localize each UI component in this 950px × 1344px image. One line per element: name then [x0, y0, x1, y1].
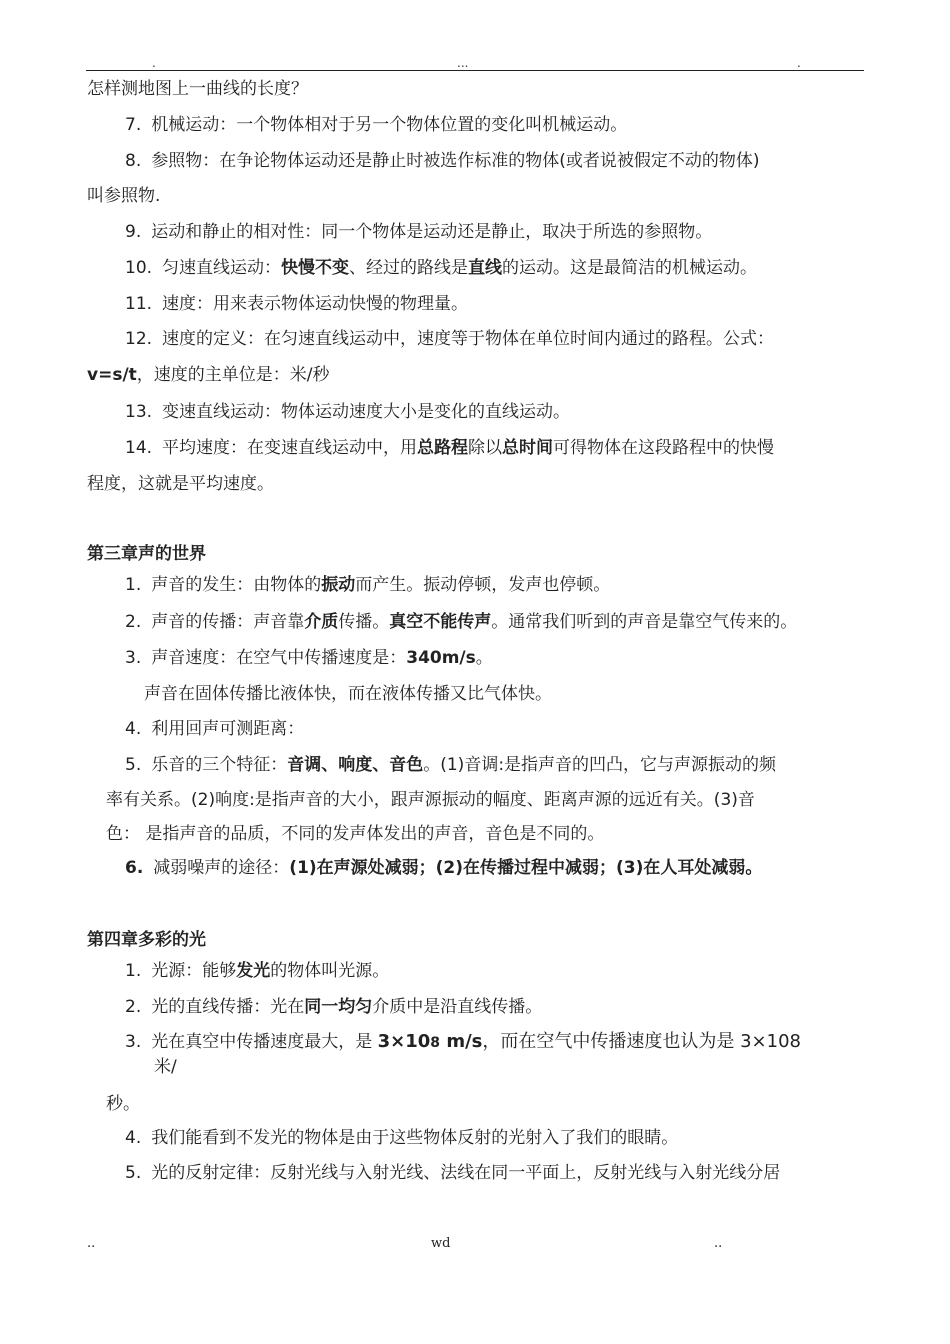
item-text: 参照物：在争论物体运动还是静止时被选作标准的物体(或者说被假定不动的物体) [151, 151, 760, 171]
item-bold-text: 振动 [321, 575, 356, 595]
item-continuation: 秒。 [106, 1094, 140, 1114]
item-number: 13. [125, 402, 153, 422]
footer-left-mark: .. [87, 1236, 96, 1251]
item-bold-text: 介质 [304, 612, 339, 632]
light-speed-value: 3×10 [377, 1031, 431, 1052]
item-text: 的物体叫光源。 [270, 961, 390, 981]
list-item [125, 400, 570, 424]
item-continuation: 程度，这就是平均速度。 [87, 474, 274, 494]
item-text: ，速度的主单位是：米/秒 [136, 365, 330, 385]
item-text: 可得物体在这段路程中的快慢 [553, 438, 775, 458]
item-number: 1. [125, 575, 142, 595]
header-left-mark: . [152, 56, 156, 70]
item-number: 9. [125, 222, 142, 242]
item-number: 4. [125, 719, 142, 739]
item-text: 。通常我们听到的声音是靠空气传来的。 [491, 612, 798, 632]
list-item [125, 149, 760, 173]
item-text: 。 [475, 648, 493, 668]
list-item [125, 610, 797, 634]
sound-speed-value: 340m/s [406, 648, 476, 668]
intro-question: 怎样测地图上一曲线的长度？ [87, 79, 308, 99]
item-text: 机械运动：一个物体相对于另一个物体位置的变化叫机械运动。 [151, 115, 628, 135]
item-text: 。(1)音调:是指声音的凹凸，它与声源振动的频 [423, 755, 777, 775]
header-center-mark: ... [457, 56, 469, 70]
light-speed-exponent: 8 [430, 1035, 441, 1051]
item-bold-text: (1)在声源处减弱；(2)在传播过程中减弱；(3)在人耳处减弱。 [289, 858, 763, 878]
item-text: 除以 [468, 438, 503, 458]
footer-page-label: wd [431, 1236, 451, 1251]
item-text: 速度：用来表示物体运动快慢的物理量。 [162, 294, 469, 314]
list-item [125, 753, 776, 777]
item-text: 声音的发生：由物体的 [151, 575, 322, 595]
item-continuation: 叫参照物. [87, 186, 161, 206]
item-text: 减弱噪声的途径： [153, 858, 290, 878]
item-number: 3. [125, 648, 142, 668]
item-bold-text: 真空不能传声 [389, 612, 492, 632]
item-text: 变速直线运动：物体运动速度大小是变化的直线运动。 [162, 402, 571, 422]
list-item [125, 113, 627, 137]
item-number: 6. [125, 858, 144, 878]
item-continuation [87, 363, 330, 387]
list-item [125, 1126, 678, 1150]
list-item [125, 1030, 801, 1055]
item-text: ，而在空气中传播速度也认为是 3×108 [482, 1031, 801, 1052]
item-text: 光在真空中传播速度最大，是 [151, 1032, 378, 1052]
item-number: 5. [125, 755, 142, 775]
item-number: 2. [125, 612, 142, 632]
item-bold-text: 总路程 [417, 438, 469, 458]
item-number: 2. [125, 997, 142, 1017]
chapter4-title: 第四章多彩的光 [87, 930, 206, 950]
item-text: 我们能看到不发光的物体是由于这些物体反射的光射入了我们的眼睛。 [151, 1128, 679, 1148]
item-text: 匀速直线运动： [162, 258, 282, 278]
item-text: 传播。 [338, 612, 390, 632]
list-item [125, 292, 468, 316]
header-rule [86, 70, 864, 71]
chapter3-title: 第三章声的世界 [87, 544, 206, 564]
item-bold-text: 同一均匀 [304, 997, 373, 1017]
list-item [125, 327, 774, 351]
list-item [125, 646, 493, 670]
list-item [125, 959, 389, 983]
item-bold-text: 直线 [468, 258, 503, 278]
item-continuation: 米/ [154, 1057, 177, 1077]
list-item [125, 573, 610, 597]
item-number: 1. [125, 961, 142, 981]
item-text: 运动和静止的相对性：同一个物体是运动还是静止，取决于所选的参照物。 [151, 222, 713, 242]
item-bold-text: 快慢不变 [281, 258, 350, 278]
list-item [125, 995, 542, 1019]
item-text: 光的反射定律：反射光线与入射光线、法线在同一平面上，反射光线与入射光线分居 [151, 1163, 781, 1183]
item-number: 11. [125, 294, 153, 314]
item-number: 8. [125, 151, 142, 171]
item-text: 利用回声可测距离： [151, 719, 305, 739]
item-continuation: 声音在固体传播比液体快，而在液体传播又比气体快。 [144, 684, 552, 704]
list-item [125, 256, 757, 280]
item-bold-text: 发光 [236, 961, 271, 981]
item-text: 光的直线传播：光在 [151, 997, 305, 1017]
item-number: 4. [125, 1128, 142, 1148]
list-item [125, 1161, 780, 1185]
list-item [125, 220, 712, 244]
item-number: 5. [125, 1163, 142, 1183]
item-text: 声音速度：在空气中传播速度是： [151, 648, 407, 668]
list-item [125, 717, 304, 741]
item-number: 14. [125, 438, 153, 458]
item-text: 光源：能够 [151, 961, 237, 981]
speed-formula: v=s/t [87, 365, 137, 385]
item-text: 的运动。这是最简洁的机械运动。 [502, 258, 758, 278]
item-continuation: 率有关系。(2)响度:是指声音的大小，跟声源振动的幅度、距离声源的远近有关。(3)音 [106, 790, 755, 810]
item-number: 3. [125, 1032, 142, 1052]
item-bold-text: 总时间 [502, 438, 554, 458]
item-text: 乐音的三个特征： [151, 755, 288, 775]
item-text: 平均速度：在变速直线运动中，用 [162, 438, 418, 458]
list-item [125, 856, 762, 880]
item-number: 7. [125, 115, 142, 135]
item-bold-text: 音调、响度、音色 [287, 755, 424, 775]
item-number: 12. [125, 329, 153, 349]
list-item [125, 436, 774, 460]
item-continuation: 色： 是指声音的品质，不同的发声体发出的声音，音色是不同的。 [106, 824, 605, 844]
item-text: 介质中是沿直线传播。 [372, 997, 543, 1017]
item-number: 10. [125, 258, 153, 278]
item-text: 速度的定义：在匀速直线运动中，速度等于物体在单位时间内通过的路程。公式： [162, 329, 775, 349]
item-text: 声音的传播：声音靠 [151, 612, 305, 632]
light-speed-unit: m/s [440, 1031, 483, 1052]
item-text: 而产生。振动停顿，发声也停顿。 [355, 575, 611, 595]
header-right-mark: . [797, 56, 801, 70]
item-text: 、经过的路线是 [349, 258, 469, 278]
footer-right-mark: .. [714, 1236, 723, 1251]
